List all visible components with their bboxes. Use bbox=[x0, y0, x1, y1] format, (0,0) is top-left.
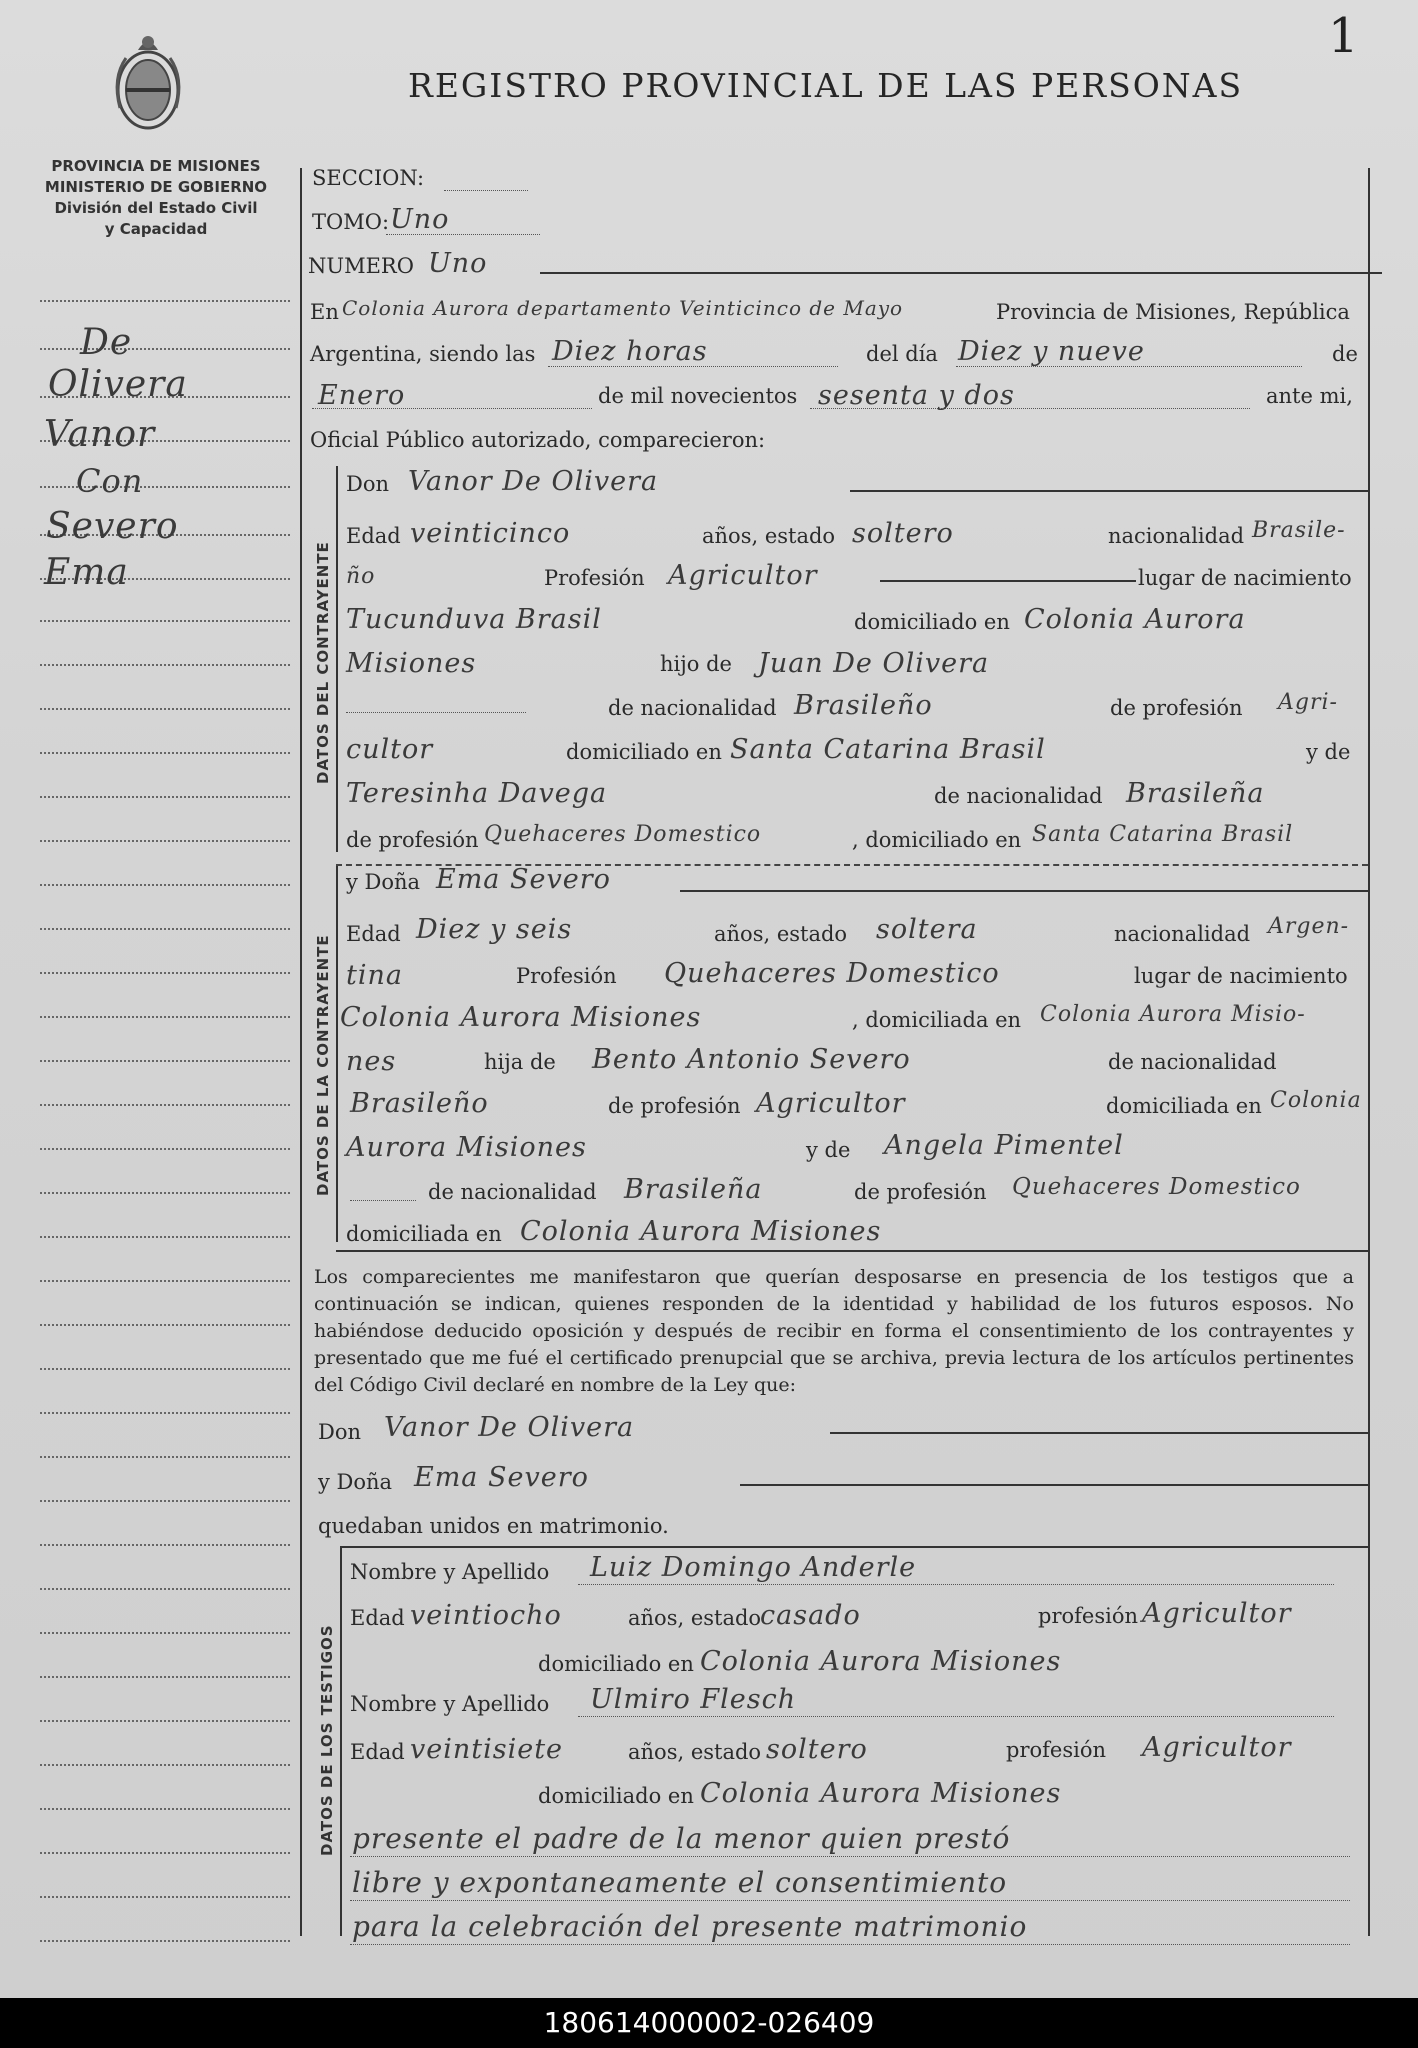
bride-father-dom-label: domiciliada en bbox=[1106, 1094, 1262, 1118]
groom-don-label: Don bbox=[346, 472, 390, 496]
groom-father-nac: Brasileño bbox=[794, 690, 933, 721]
groom-profesion: Agricultor bbox=[668, 560, 818, 591]
bride-mother-prof-label: de profesión bbox=[854, 1180, 987, 1204]
margin-line bbox=[40, 1104, 290, 1106]
province-header bbox=[36, 156, 276, 240]
w1-anos-estado: años, estado bbox=[628, 1606, 762, 1630]
decl-groom-rule bbox=[830, 1432, 1368, 1434]
argentine-coat-of-arms-icon bbox=[108, 28, 188, 138]
groom-lugar-label: lugar de nacimiento bbox=[1138, 566, 1352, 590]
w2-edad: veintisiete bbox=[410, 1734, 564, 1765]
margin-note-line: Vanor bbox=[44, 414, 156, 455]
day-value: Diez y nueve bbox=[958, 336, 1145, 367]
decl-bride-rule bbox=[740, 1484, 1368, 1486]
bride-father: Bento Antonio Severo bbox=[592, 1044, 911, 1075]
margin-line bbox=[40, 1852, 290, 1854]
margin-line bbox=[40, 1324, 290, 1326]
bride-edad: Diez y seis bbox=[416, 914, 573, 945]
w2-prof-label: profesión bbox=[1006, 1738, 1106, 1762]
bride-nac-2: tina bbox=[346, 960, 403, 991]
groom-mother-prof: Quehaceres Domestico bbox=[484, 822, 762, 847]
bride-father-prof: Agricultor bbox=[756, 1088, 906, 1119]
frame-left-border bbox=[300, 168, 302, 1936]
bride-profesion: Quehaceres Domestico bbox=[664, 958, 1000, 989]
margin-line bbox=[40, 620, 290, 622]
groom-father-dom: Santa Catarina Brasil bbox=[730, 734, 1046, 765]
w1-edad: veintiocho bbox=[410, 1600, 562, 1631]
year-label: de mil novecientos bbox=[598, 384, 798, 408]
margin-line bbox=[40, 1148, 290, 1150]
footer-id: 180614000002-026409 bbox=[0, 1998, 1418, 2048]
tomo-value: Uno bbox=[390, 204, 450, 235]
groom-father-nac-label: de nacionalidad bbox=[608, 696, 777, 720]
margin-line bbox=[40, 1236, 290, 1238]
margin-line bbox=[40, 300, 290, 302]
w2-estado: soltero bbox=[766, 1734, 868, 1765]
groom-domic-label: domiciliado en bbox=[854, 610, 1010, 634]
bride-nac-1: Argen- bbox=[1268, 914, 1350, 939]
margin-line bbox=[40, 796, 290, 798]
margin-line bbox=[40, 1016, 290, 1018]
margin-line bbox=[40, 664, 290, 666]
groom-mother-prof-label: de profesión bbox=[346, 828, 479, 852]
margin-line bbox=[40, 1720, 290, 1722]
month-underline bbox=[312, 408, 592, 409]
hour-underline bbox=[548, 366, 838, 367]
groom-name-rule bbox=[850, 490, 1368, 492]
groom-mother-nac: Brasileña bbox=[1126, 778, 1265, 809]
decl-bride: Ema Severo bbox=[414, 1462, 589, 1493]
frame-right-border bbox=[1368, 168, 1370, 1936]
bride-lugar: Colonia Aurora Misiones bbox=[340, 1002, 702, 1033]
bride-name: Ema Severo bbox=[436, 864, 611, 895]
ante-label: ante mi, bbox=[1266, 384, 1353, 408]
margin-line bbox=[40, 928, 290, 930]
bride-box-left bbox=[336, 866, 338, 1242]
w1-name: Luiz Domingo Anderle bbox=[590, 1552, 917, 1583]
place-suffix: Provincia de Misiones, República bbox=[996, 300, 1350, 324]
groom-prof-label: Profesión bbox=[544, 566, 645, 590]
margin-line bbox=[40, 1764, 290, 1766]
witness-note-line: presente el padre de la menor quien prestó bbox=[352, 1822, 1011, 1855]
witness-note-line: para la celebración del presente matrimonio bbox=[352, 1910, 1028, 1943]
margin-line bbox=[40, 840, 290, 842]
w1-edad-label: Edad bbox=[350, 1606, 405, 1630]
groom-domic-1: Colonia Aurora bbox=[1024, 604, 1246, 635]
witness-note-underline bbox=[350, 1944, 1350, 1945]
page-title: REGISTRO PROVINCIAL DE LAS PERSONAS bbox=[408, 66, 1244, 105]
w2-name: Ulmiro Flesch bbox=[590, 1684, 797, 1715]
ministry-line: MINISTERIO DE GOBIERNO bbox=[44, 178, 268, 196]
seccion-label: SECCION: bbox=[312, 166, 425, 190]
bride-box-bottom bbox=[336, 1250, 1368, 1252]
w1-domic: Colonia Aurora Misiones bbox=[700, 1646, 1062, 1677]
w2-anos-estado: años, estado bbox=[628, 1740, 762, 1764]
bride-hija-label: hija de bbox=[484, 1050, 556, 1074]
bride-domic-1: Colonia Aurora Misio- bbox=[1040, 1002, 1306, 1027]
bride-mother-nac-label: de nacionalidad bbox=[428, 1180, 597, 1204]
margin-line bbox=[40, 1808, 290, 1810]
w1-name-label: Nombre y Apellido bbox=[350, 1560, 550, 1584]
numero-value: Uno bbox=[428, 248, 488, 279]
de-label: de bbox=[1332, 342, 1358, 366]
numero-label: NUMERO bbox=[308, 254, 414, 278]
place-prefix: En bbox=[310, 300, 339, 324]
margin-line bbox=[40, 1060, 290, 1062]
place-value: Colonia Aurora departamento Veinticinco de Mayo bbox=[342, 296, 904, 320]
groom-estado: soltero bbox=[852, 518, 954, 549]
hour-value: Diez horas bbox=[552, 336, 708, 367]
groom-nac-1: Brasile- bbox=[1252, 518, 1346, 543]
groom-mother: Teresinha Davega bbox=[346, 778, 608, 809]
decl-groom: Vanor De Olivera bbox=[384, 1412, 635, 1443]
margin-line bbox=[40, 972, 290, 974]
w2-domic-label: domiciliado en bbox=[538, 1784, 694, 1808]
margin-line bbox=[40, 1500, 290, 1502]
groom-box-left bbox=[336, 466, 338, 852]
margin-line bbox=[40, 1412, 290, 1414]
decl-don-label: Don bbox=[318, 1420, 362, 1444]
bride-mother: Angela Pimentel bbox=[884, 1130, 1124, 1161]
margin-line bbox=[40, 1544, 290, 1546]
bride-section-label: DATOS DE LA CONTRAYENTE bbox=[314, 934, 332, 1196]
groom-name: Vanor De Olivera bbox=[408, 466, 659, 497]
w1-estado: casado bbox=[760, 1600, 861, 1631]
margin-note-line: Ema bbox=[44, 552, 129, 593]
witness-box-top bbox=[340, 1546, 1368, 1548]
w1-prof-label: profesión bbox=[1038, 1604, 1138, 1628]
groom-father-prof-2: cultor bbox=[346, 734, 434, 765]
margin-line bbox=[40, 1588, 290, 1590]
bride-father-nac: Brasileño bbox=[350, 1088, 489, 1119]
groom-father-dom-label: domiciliado en bbox=[566, 740, 722, 764]
groom-anos-estado: años, estado bbox=[702, 524, 836, 548]
seccion-underline bbox=[444, 190, 528, 191]
groom-section-label: DATOS DEL CONTRAYENTE bbox=[314, 541, 332, 784]
groom-prof-rule bbox=[880, 580, 1136, 582]
margin-line bbox=[40, 1456, 290, 1458]
bride-father-dom-2: Aurora Misiones bbox=[346, 1132, 587, 1163]
margin-note-line: Olivera bbox=[48, 364, 188, 405]
oficial-text: Oficial Público autorizado, comparecieron: bbox=[310, 428, 766, 452]
province-line: PROVINCIA DE MISIONES bbox=[51, 157, 261, 175]
capacity-line: y Capacidad bbox=[104, 220, 208, 238]
bride-mother-dom: Colonia Aurora Misiones bbox=[520, 1216, 882, 1247]
margin-line bbox=[40, 1192, 290, 1194]
day-underline bbox=[956, 366, 1302, 367]
margin-line bbox=[40, 884, 290, 886]
w2-profesion: Agricultor bbox=[1142, 1732, 1292, 1763]
witness-section-label: DATOS DE LOS TESTIGOS bbox=[318, 1624, 336, 1856]
margin-line bbox=[40, 752, 290, 754]
division-line: División del Estado Civil bbox=[54, 199, 258, 217]
witness-box-left bbox=[340, 1546, 342, 1936]
w2-name-label: Nombre y Apellido bbox=[350, 1692, 550, 1716]
witness-note-underline bbox=[350, 1856, 1350, 1857]
bride-name-rule bbox=[680, 890, 1368, 892]
bride-father-nac-label: de nacionalidad bbox=[1108, 1050, 1277, 1074]
groom-edad-label: Edad bbox=[346, 524, 401, 548]
margin-line bbox=[40, 1676, 290, 1678]
groom-y-de: y de bbox=[1306, 740, 1351, 764]
margin-line bbox=[40, 1368, 290, 1370]
groom-mother-dom: Santa Catarina Brasil bbox=[1032, 822, 1294, 847]
bride-mother-prof: Quehaceres Domestico bbox=[1012, 1174, 1301, 1200]
w1-domic-label: domiciliado en bbox=[538, 1652, 694, 1676]
decl-closing: quedaban unidos en matrimonio. bbox=[318, 1514, 669, 1538]
bride-edad-label: Edad bbox=[346, 922, 401, 946]
day-label: del día bbox=[866, 342, 938, 366]
page-number: 1 bbox=[1328, 8, 1359, 64]
bride-lugar-label: lugar de nacimiento bbox=[1134, 964, 1348, 988]
w2-edad-label: Edad bbox=[350, 1740, 405, 1764]
bride-father-prof-label: de profesión bbox=[608, 1094, 741, 1118]
margin-note-line: De bbox=[80, 322, 133, 363]
margin-line bbox=[40, 1632, 290, 1634]
groom-domic-2: Misiones bbox=[346, 648, 477, 679]
groom-father-prof-label: de profesión bbox=[1110, 696, 1243, 720]
bride-domic-2: nes bbox=[346, 1046, 397, 1077]
bride-anos-estado: años, estado bbox=[714, 922, 848, 946]
bride-y-de: y de bbox=[806, 1138, 851, 1162]
tomo-label: TOMO: bbox=[312, 210, 390, 234]
bride-mother-dom-label: domiciliada en bbox=[346, 1222, 502, 1246]
margin-line bbox=[40, 1280, 290, 1282]
year-underline bbox=[810, 408, 1250, 409]
bride-mother-nac-lead bbox=[350, 1200, 416, 1201]
groom-nac-label: nacionalidad bbox=[1108, 524, 1245, 548]
bride-father-dom-1: Colonia bbox=[1270, 1088, 1362, 1113]
margin-line bbox=[40, 708, 290, 710]
decl-dona-label: y Doña bbox=[318, 1470, 393, 1494]
groom-lugar: Tucunduva Brasil bbox=[346, 604, 602, 635]
margin-note-line: Severo bbox=[46, 506, 179, 547]
numero-rule bbox=[540, 272, 1382, 274]
groom-hijo-label: hijo de bbox=[660, 652, 732, 676]
w2-domic: Colonia Aurora Misiones bbox=[700, 1778, 1062, 1809]
bride-estado: soltera bbox=[876, 914, 978, 945]
margin-line bbox=[40, 1896, 290, 1898]
margin-line bbox=[40, 1940, 290, 1942]
year-value: sesenta y dos bbox=[818, 380, 1015, 411]
witness-note-line: libre y expontaneamente el consentimiento bbox=[352, 1866, 1008, 1899]
w1-name-underline bbox=[578, 1584, 1334, 1585]
declaration-paragraph: Los comparecientes me manifestaron que querían desposarse en presencia de los testigos que a continuación se indican, quienes responden de la identidad y habilidad de los futuros esposos. No habiéndose deducido oposición y después de recibir en forma el consentimiento de los contrayentes y presentado que me fué el certificado prenupcial que se archiva, previa lectura de los artículos pertinentes del Código Civil declaré en nombre de la Ley que: bbox=[314, 1266, 1354, 1396]
witness-note-underline bbox=[350, 1900, 1350, 1901]
w1-profesion: Agricultor bbox=[1142, 1598, 1292, 1629]
bride-nac-label: nacionalidad bbox=[1114, 922, 1251, 946]
bride-mother-nac: Brasileña bbox=[624, 1174, 763, 1205]
bride-domic-label: , domiciliada en bbox=[852, 1008, 1022, 1032]
groom-father-prof-1: Agri- bbox=[1278, 690, 1338, 715]
groom-edad: veinticinco bbox=[410, 518, 571, 549]
margin-note-line: Con bbox=[76, 462, 144, 500]
groom-mother-dom-label: , domiciliado en bbox=[852, 828, 1022, 852]
argentina-text: Argentina, siendo las bbox=[310, 342, 536, 366]
month-value: Enero bbox=[318, 380, 406, 411]
w2-name-underline bbox=[578, 1716, 1334, 1717]
tomo-underline bbox=[386, 234, 540, 235]
bride-dona-label: y Doña bbox=[346, 870, 421, 894]
groom-father: Juan De Olivera bbox=[758, 648, 990, 679]
margin-line bbox=[40, 348, 290, 350]
groom-mother-nac-label: de nacionalidad bbox=[934, 784, 1103, 808]
groom-nac-2: ño bbox=[346, 564, 376, 589]
bride-prof-label: Profesión bbox=[516, 964, 617, 988]
groom-father-nac-lead bbox=[346, 712, 526, 713]
